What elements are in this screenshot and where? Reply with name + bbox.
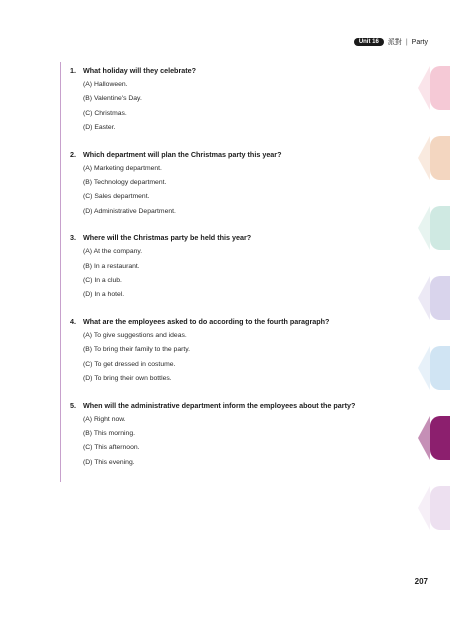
tab-shade	[418, 486, 430, 530]
option-d: (D) This evening.	[83, 458, 135, 466]
option-c: (C) In a club.	[83, 277, 122, 285]
question-title	[70, 399, 400, 413]
question-number: 1.	[70, 66, 76, 75]
question-number: 5.	[70, 400, 76, 410]
option-b: (B) In a restaurant.	[83, 262, 140, 270]
question-1	[70, 64, 400, 136]
question-text: What are the employees asked to do according to the fourth paragraph?	[83, 316, 330, 326]
question-number: 2.	[70, 149, 76, 159]
chinese-title: 派對	[387, 39, 402, 46]
question-2	[70, 148, 400, 220]
option-b: (B) To bring their family to the party.	[83, 346, 191, 354]
question-text: Which department will plan the Christmas party this year?	[83, 149, 282, 159]
option-d: (D) In a hotel.	[83, 291, 125, 299]
section-title: Party	[411, 38, 428, 46]
tab-shade	[418, 66, 430, 110]
tab-shade	[418, 416, 430, 460]
tab-shade	[418, 136, 430, 180]
option-list	[70, 78, 400, 136]
tab-shade	[418, 276, 430, 320]
option-a: (A) Halloween.	[83, 81, 128, 88]
chapter-tab[interactable]	[430, 206, 450, 250]
option-c: (C) To get dressed in costume.	[83, 360, 176, 368]
question-number: 4.	[70, 316, 76, 326]
option-b: (B) This morning.	[83, 429, 135, 437]
option-a: (A) To give suggestions and ideas.	[83, 331, 187, 339]
question-5	[70, 399, 400, 471]
chapter-tabs	[428, 58, 450, 538]
question-3	[70, 231, 400, 303]
option-a: (A) Right now.	[83, 415, 126, 423]
option-c: (C) Sales department.	[83, 193, 150, 201]
option-b: (B) Technology department.	[83, 179, 167, 187]
chapter-tab[interactable]	[430, 136, 450, 180]
option-a: (A) Marketing department.	[83, 164, 162, 172]
chapter-tab[interactable]	[430, 66, 450, 110]
option-list	[70, 245, 400, 303]
question-title	[70, 231, 400, 245]
question-title	[70, 148, 400, 162]
option-list	[70, 329, 400, 387]
question-title	[70, 315, 400, 329]
option-d: (D) Easter.	[83, 124, 116, 132]
option-c: (C) Christmas.	[83, 109, 127, 117]
title-separator: |	[405, 38, 408, 46]
chapter-tab-active[interactable]	[430, 416, 450, 460]
question-4	[70, 315, 400, 387]
chapter-tab[interactable]	[430, 486, 450, 530]
margin-rule	[60, 62, 61, 482]
question-number: 3.	[70, 233, 76, 243]
page-header	[354, 37, 428, 47]
option-list	[70, 162, 400, 220]
option-list	[70, 413, 400, 471]
tab-shade	[418, 346, 430, 390]
question-text: What holiday will they celebrate?	[83, 66, 197, 75]
option-d: (D) Administrative Department.	[83, 207, 176, 215]
question-text: Where will the Christmas party be held this year?	[83, 233, 252, 243]
option-d: (D) To bring their own bottles.	[83, 375, 172, 383]
page-number: 207	[414, 577, 428, 586]
unit-badge: Unit 16	[354, 38, 384, 46]
option-a: (A) At the company.	[83, 248, 143, 256]
chapter-tab[interactable]	[430, 276, 450, 320]
option-b: (B) Valentine's Day.	[83, 95, 142, 103]
chapter-tab[interactable]	[430, 346, 450, 390]
option-c: (C) This afternoon.	[83, 444, 140, 452]
question-text: When will the administrative department inform the employees about the party?	[83, 400, 356, 410]
tab-shade	[418, 206, 430, 250]
question-list	[70, 64, 400, 482]
question-title	[70, 64, 400, 78]
